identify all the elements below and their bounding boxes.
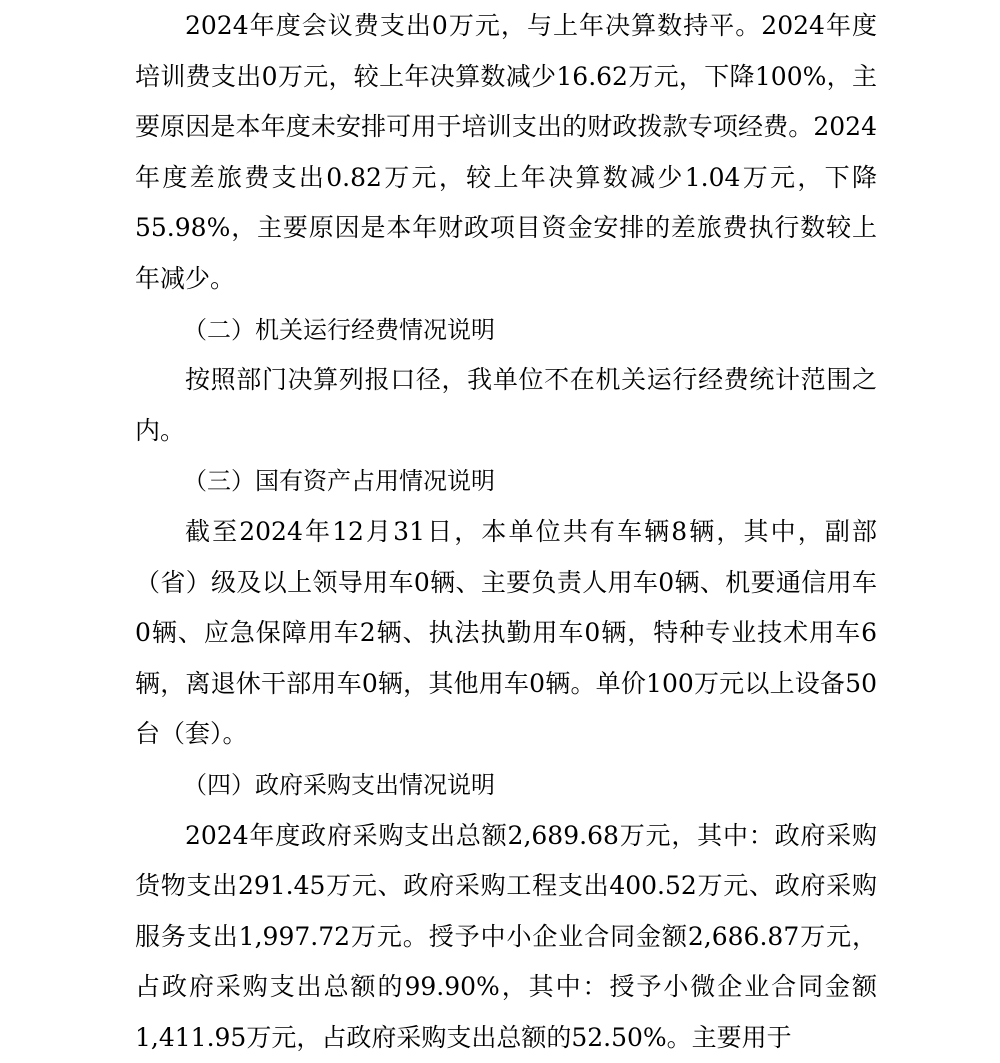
paragraph-procurement: 2024年度政府采购支出总额2,689.68万元，其中：政府采购货物支出291.45万元、政府采购工程支出400.52万元、政府采购服务支出1,997.72万元。授予中小企业合同金额2,686.87万元，占政府采购支出总额的99.90%，其中：授予小微企业合同金额1,411.95万元，占政府采购支出总额的52.50%。主要用于 [135, 811, 877, 1063]
paragraph-office-expenses: 按照部门决算列报口径，我单位不在机关运行经费统计范围之内。 [135, 355, 877, 456]
paragraph-state-assets: 截至2024年12月31日，本单位共有车辆8辆，其中，副部（省）级及以上领导用车0辆、主要负责人用车0辆、机要通信用车0辆、应急保障用车2辆、执法执勤用车0辆，特种专业技术用车6辆，离退休干部用车0辆，其他用车0辆。单价100万元以上设备50台（套）。 [135, 507, 877, 760]
document-body [135, 0, 877, 1063]
heading-procurement: （四）政府采购支出情况说明 [135, 760, 877, 811]
paragraph-meeting-training-travel: 2024年度会议费支出0万元，与上年决算数持平。2024年度培训费支出0万元，较上年决算数减少16.62万元，下降100%，主要原因是本年度未安排可用于培训支出的财政拨款专项经费。2024年度差旅费支出0.82万元，较上年决算数减少1.04万元，下降55.98%，主要原因是本年财政项目资金安排的差旅费执行数较上年减少。 [135, 1, 877, 305]
heading-state-assets: （三）国有资产占用情况说明 [135, 456, 877, 507]
heading-office-expenses: （二）机关运行经费情况说明 [135, 305, 877, 356]
